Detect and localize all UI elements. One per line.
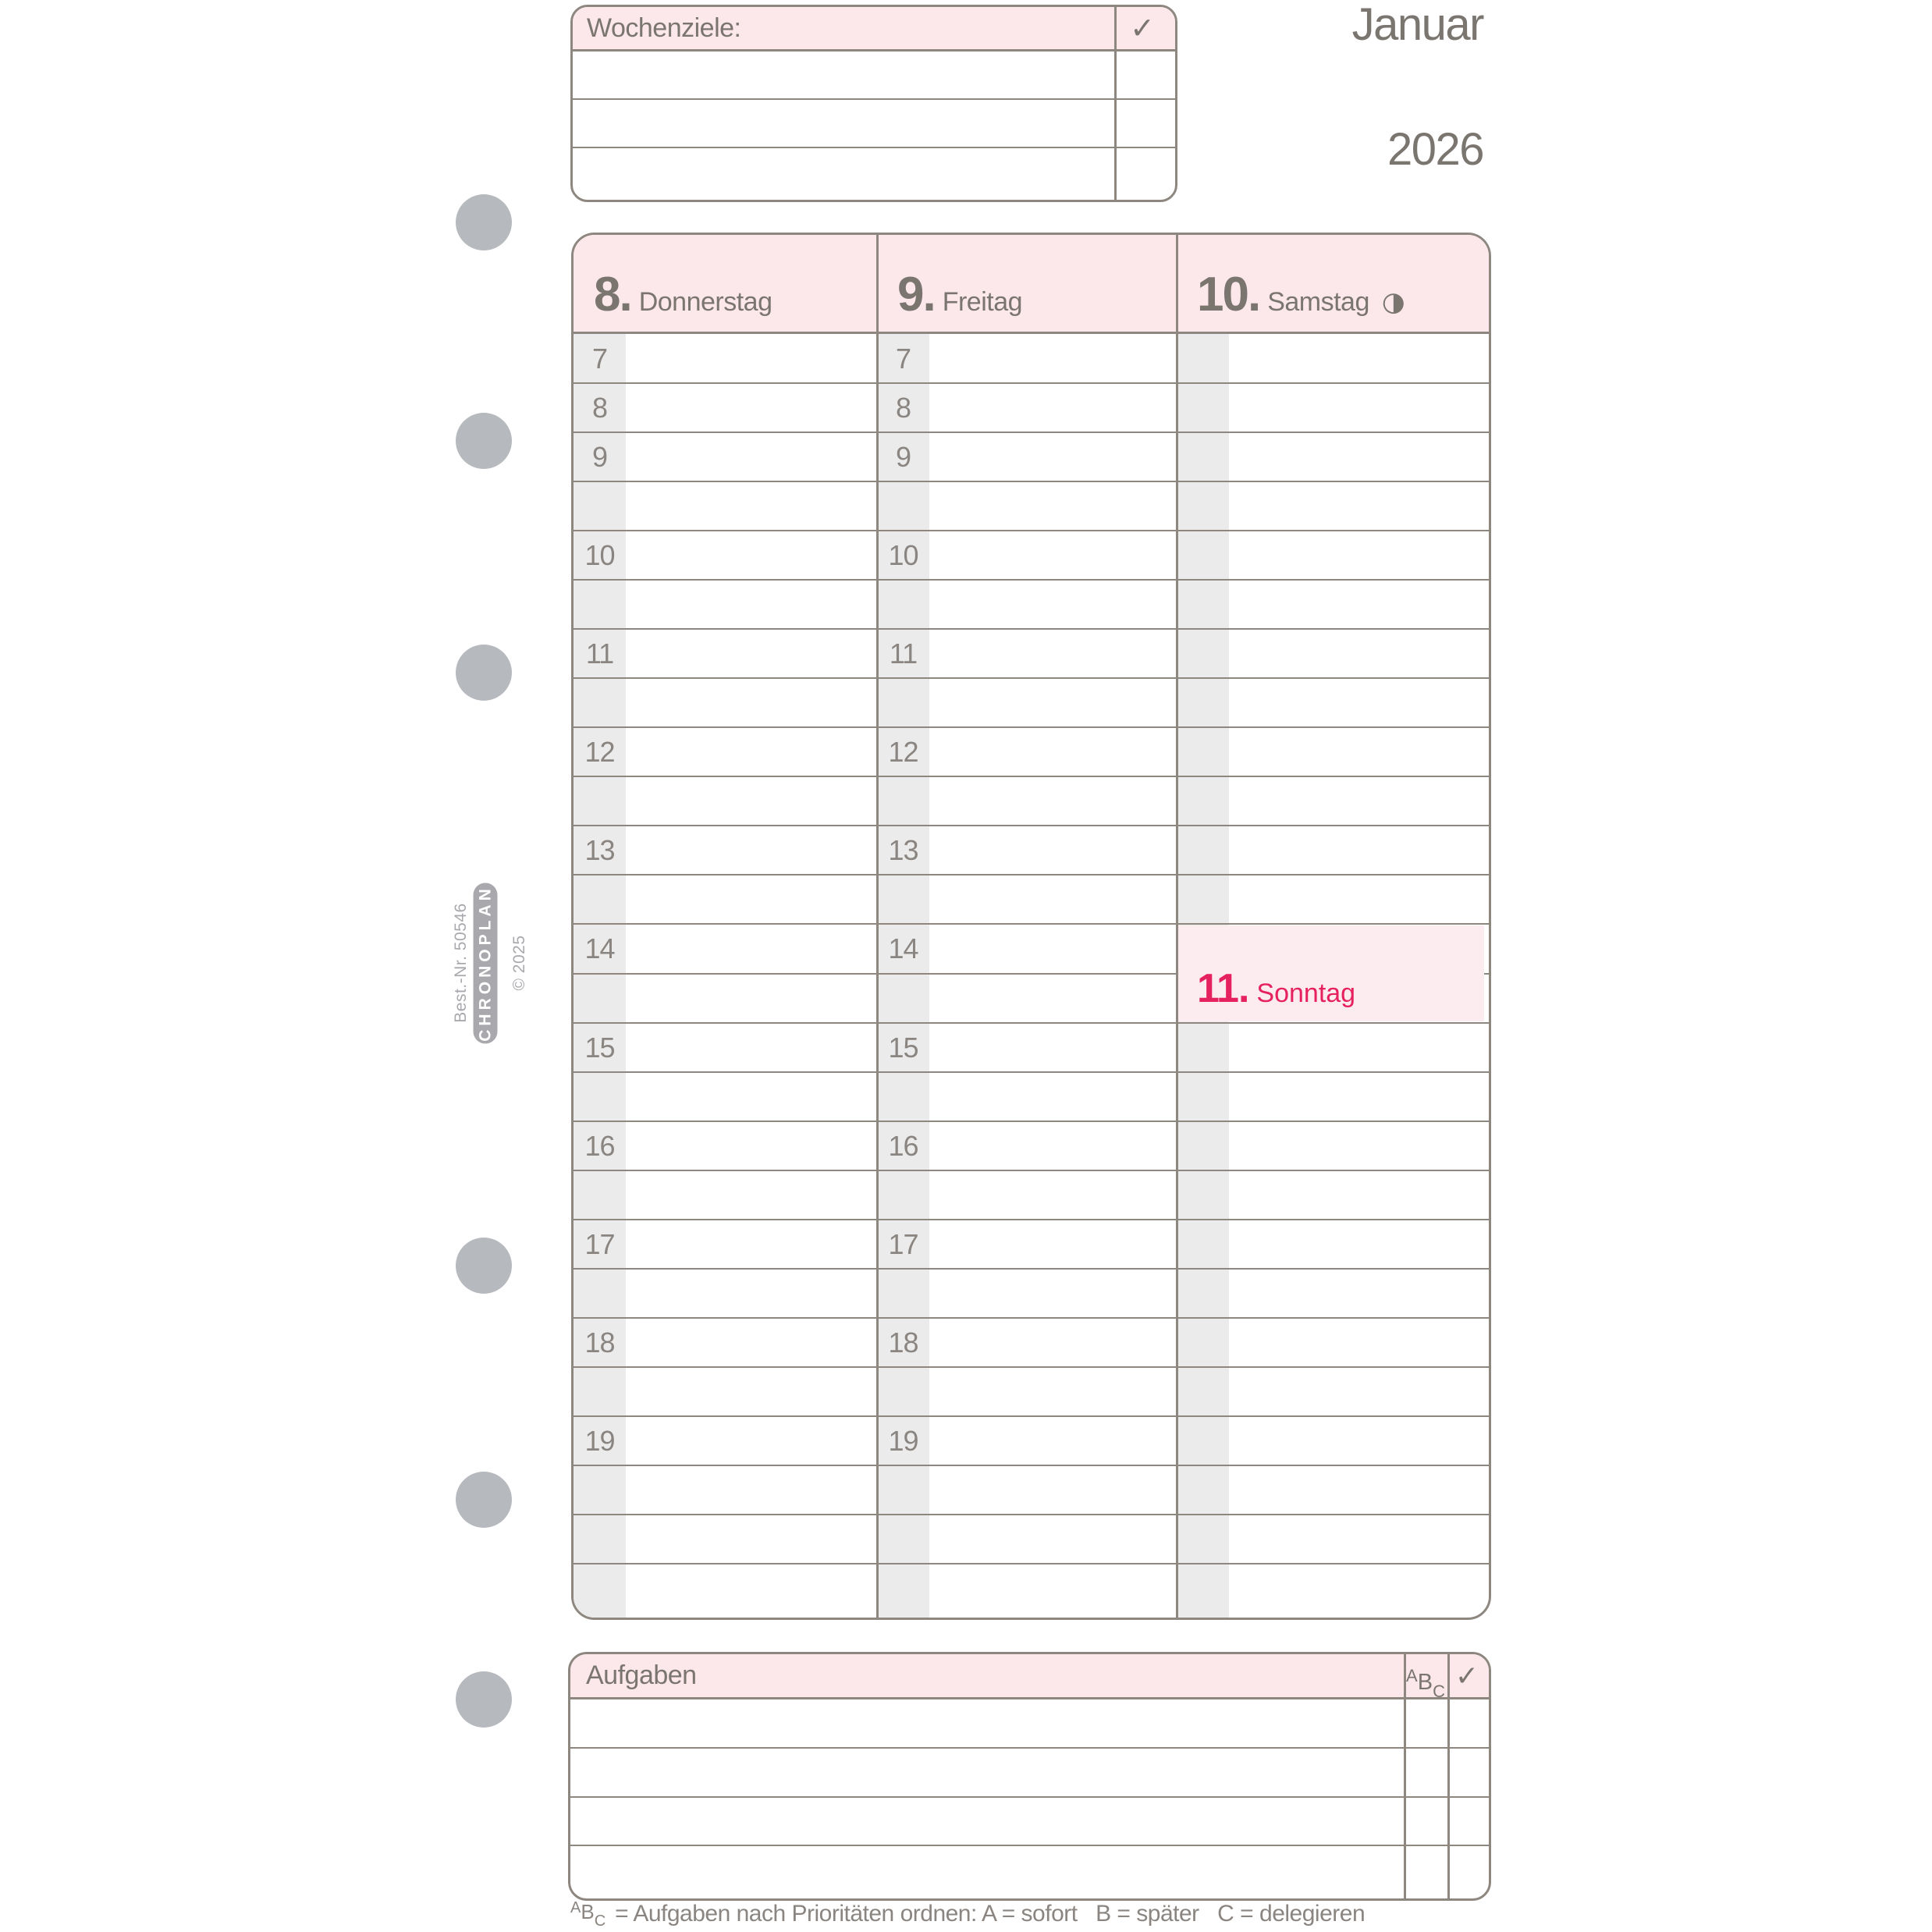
hour-label: 9 [895, 441, 911, 474]
hour-label: 16 [584, 1129, 615, 1162]
row-line [574, 1415, 1489, 1417]
hour-label: 18 [888, 1326, 918, 1358]
tasks-header [570, 1654, 1489, 1699]
row-line [574, 1317, 1489, 1319]
day-name: Samstag [1267, 287, 1369, 317]
hour-label: 14 [584, 932, 615, 965]
check-icon: ✓ [1454, 1660, 1479, 1692]
binder-hole [456, 645, 512, 701]
month-title: Januar [1351, 0, 1483, 50]
hour-label: 7 [591, 343, 608, 375]
row-line [574, 432, 1489, 433]
tasks-box [568, 1652, 1491, 1901]
hour-label: 13 [584, 834, 615, 867]
day-number: 9. [897, 268, 935, 321]
weekly-goals-box [570, 5, 1177, 202]
moon-phase-icon: ◑ [1381, 286, 1405, 318]
hour-label: 8 [895, 392, 911, 424]
brand-pill [474, 883, 498, 1044]
hour-label: 11 [585, 637, 614, 670]
day-header-samstag [1177, 235, 1484, 332]
order-number: Best.-Nr. 50546 [452, 903, 470, 1023]
row-divider [573, 147, 1175, 148]
binder-hole [456, 194, 512, 250]
row-line [574, 1022, 1489, 1024]
sunday-header-text [1197, 965, 1355, 1012]
day-name: Donnerstag [638, 287, 772, 317]
column-divider [1176, 235, 1178, 1618]
row-divider [570, 1796, 1489, 1798]
hour-label: 16 [888, 1129, 918, 1162]
row-line [574, 481, 1489, 482]
row-line [574, 1268, 1489, 1270]
hour-label: 10 [888, 539, 918, 572]
row-line [574, 677, 1489, 679]
binder-hole [456, 1238, 512, 1294]
tasks-title: Aufgaben [586, 1660, 697, 1690]
priority-a-label: A [1406, 1666, 1418, 1685]
day-header-donnerstag [574, 235, 877, 332]
row-line [574, 1219, 1489, 1220]
day-header-freitag [877, 235, 1177, 332]
year-title: 2026 [1387, 124, 1483, 175]
legend-text: = Aufgaben nach Prioritäten ordnen: A = sofort B = später C = delegieren [615, 1901, 1366, 1927]
hour-label: 8 [591, 392, 608, 424]
binder-hole [456, 1671, 512, 1728]
binder-hole [456, 1472, 512, 1528]
day-header-text [897, 267, 1022, 322]
hour-label: 15 [888, 1031, 918, 1064]
priority-legend [570, 1899, 1365, 1930]
row-line [574, 1465, 1489, 1466]
hour-label: 7 [895, 343, 911, 375]
sunday-header [1177, 925, 1484, 1021]
hour-label: 14 [888, 932, 918, 965]
hour-label: 19 [584, 1424, 615, 1457]
brand-name: CHRONOPLAN [476, 885, 495, 1042]
legend-b-label: B [581, 1900, 595, 1923]
hour-label: 19 [888, 1424, 918, 1457]
hour-label: 12 [888, 736, 918, 769]
row-line [574, 1071, 1489, 1073]
row-line [574, 1514, 1489, 1515]
day-name: Freitag [942, 287, 1023, 317]
hour-label: 17 [584, 1227, 615, 1260]
row-line [574, 530, 1489, 531]
sunday-name: Sonntag [1256, 978, 1356, 1008]
weekly-goals-header [573, 7, 1175, 51]
row-divider [573, 98, 1175, 100]
day-header-text [594, 267, 772, 322]
hour-label: 13 [888, 834, 918, 867]
priority-b-label: B [1417, 1670, 1433, 1695]
row-line [574, 579, 1489, 581]
hour-label: 15 [584, 1031, 615, 1064]
copyright: © 2025 [510, 935, 528, 991]
week-grid [571, 233, 1491, 1620]
row-divider [570, 1747, 1489, 1749]
weekly-goals-title: Wochenziele: [587, 13, 741, 43]
row-line [574, 1366, 1489, 1368]
hour-label: 18 [584, 1326, 615, 1358]
row-line [574, 1120, 1489, 1122]
check-icon: ✓ [1130, 12, 1155, 45]
row-line [574, 726, 1489, 728]
priority-c-label: C [1433, 1682, 1445, 1701]
row-line [574, 628, 1489, 630]
day-number: 8. [594, 268, 631, 321]
hour-label: 17 [888, 1227, 918, 1260]
row-line [574, 1563, 1489, 1564]
day-header-text [1197, 267, 1405, 322]
row-divider [570, 1845, 1489, 1846]
sunday-number: 11. [1197, 965, 1249, 1011]
hour-label: 10 [584, 539, 615, 572]
row-line [574, 874, 1489, 875]
hour-label: 9 [591, 441, 608, 474]
row-line [574, 1170, 1489, 1171]
row-line [574, 825, 1489, 826]
hour-label: 12 [584, 736, 615, 769]
row-line [574, 382, 1489, 384]
day-number: 10. [1197, 268, 1260, 321]
row-line [574, 776, 1489, 777]
legend-a-label: A [570, 1899, 581, 1916]
priority-abc-label [1404, 1654, 1447, 1701]
binder-hole [456, 413, 512, 469]
hour-label: 11 [889, 637, 918, 670]
legend-c-label: C [594, 1912, 606, 1930]
